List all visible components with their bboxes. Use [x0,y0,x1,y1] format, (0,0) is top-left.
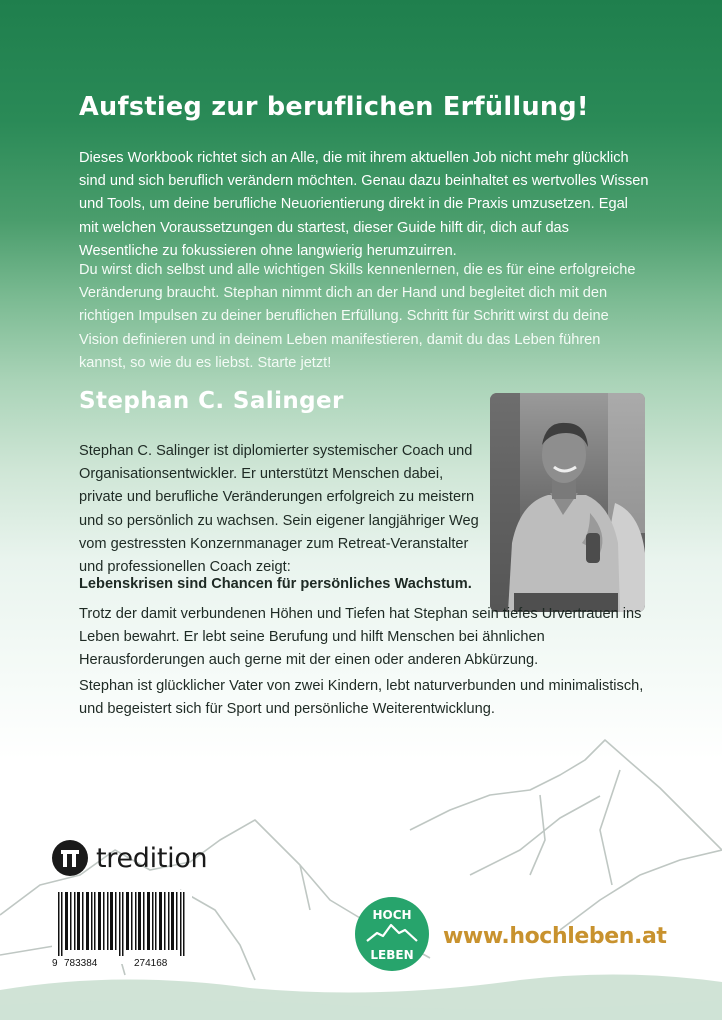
headline: Aufstieg zur beruflichen Erfüllung! [79,92,589,122]
author-name: Stephan C. Salinger [79,388,344,414]
isbn-group-2: 274168 [134,958,168,969]
isbn-barcode [52,890,192,964]
author-paragraph-3: Trotz der damit verbundenen Höhen und Tiefen hat Stephan sein tiefes Urvertrauen ins Leben bewahrt. Er lebt seine Berufung und hilft Menschen bei ähnlichen Herausforderungen auch gerne mit der einen oder anderen Abkürzung. [79,606,642,669]
tredition-logo-icon [52,840,88,876]
isbn-number [52,958,202,969]
author-photo [490,393,645,612]
isbn-prefix: 9 [52,958,58,969]
website-url[interactable]: www.hochleben.at [443,924,667,949]
logo-line-1: HOCH [372,908,412,922]
blurb-paragraph-2: Du wirst dich selbst und alle wichtigen Skills kennenlernen, die es für eine erfolgreiche Veränderung braucht. Stephan nimmt dich an der Hand und begleitet dich mit den richtigen Impulsen zu deiner beruflichen Erfüllung. Schritt für Schritt wirst du deine Vision definieren und in deinem Leben manifestieren, damit du das Leben führen kannst, so wie du es liebst. Starte jetzt! [79,262,636,371]
publisher-logo [52,840,207,876]
publisher-name: tredition [96,842,208,874]
logo-line-2: LEBEN [370,948,414,962]
author-tagline: Lebenskrisen sind Chancen für persönliches Wachstum. [79,576,472,592]
author-paragraph-4: Stephan ist glücklicher Vater von zwei Kindern, lebt naturverbunden und minimalistisch, und begeistert sich für Sport und persönliche Weiterentwicklung. [79,678,644,718]
isbn-group-1: 783384 [64,958,98,969]
blurb-paragraph-1: Dieses Workbook richtet sich an Alle, die mit ihrem aktuellen Job nicht mehr glücklich sind und sich beruflich verändern möchten. Genau dazu beinhaltet es wertvolles Wissen und Tools, um deine berufliche Neuorientierung direkt in die Praxis umzusetzen. Egal mit welchen Voraussetzungen du startest, dieser Guide hilft dir, dich auf das Wesentliche zu fokussieren ohne langwierig herumzuirren. [79,150,649,259]
author-bio: Stephan C. Salinger ist diplomierter systemischer Coach und Organisationsentwickler. Er unterstützt Menschen dabei, private und berufliche Veränderungen erfolgreich zu meistern und so persönlich zu wachsen. Sein eigener langjähriger Weg vom gestressten Konzernmanager zum Retreat-Veranstalter und professionellen Coach zeigt: [79,443,479,576]
hochleben-logo [355,897,429,971]
